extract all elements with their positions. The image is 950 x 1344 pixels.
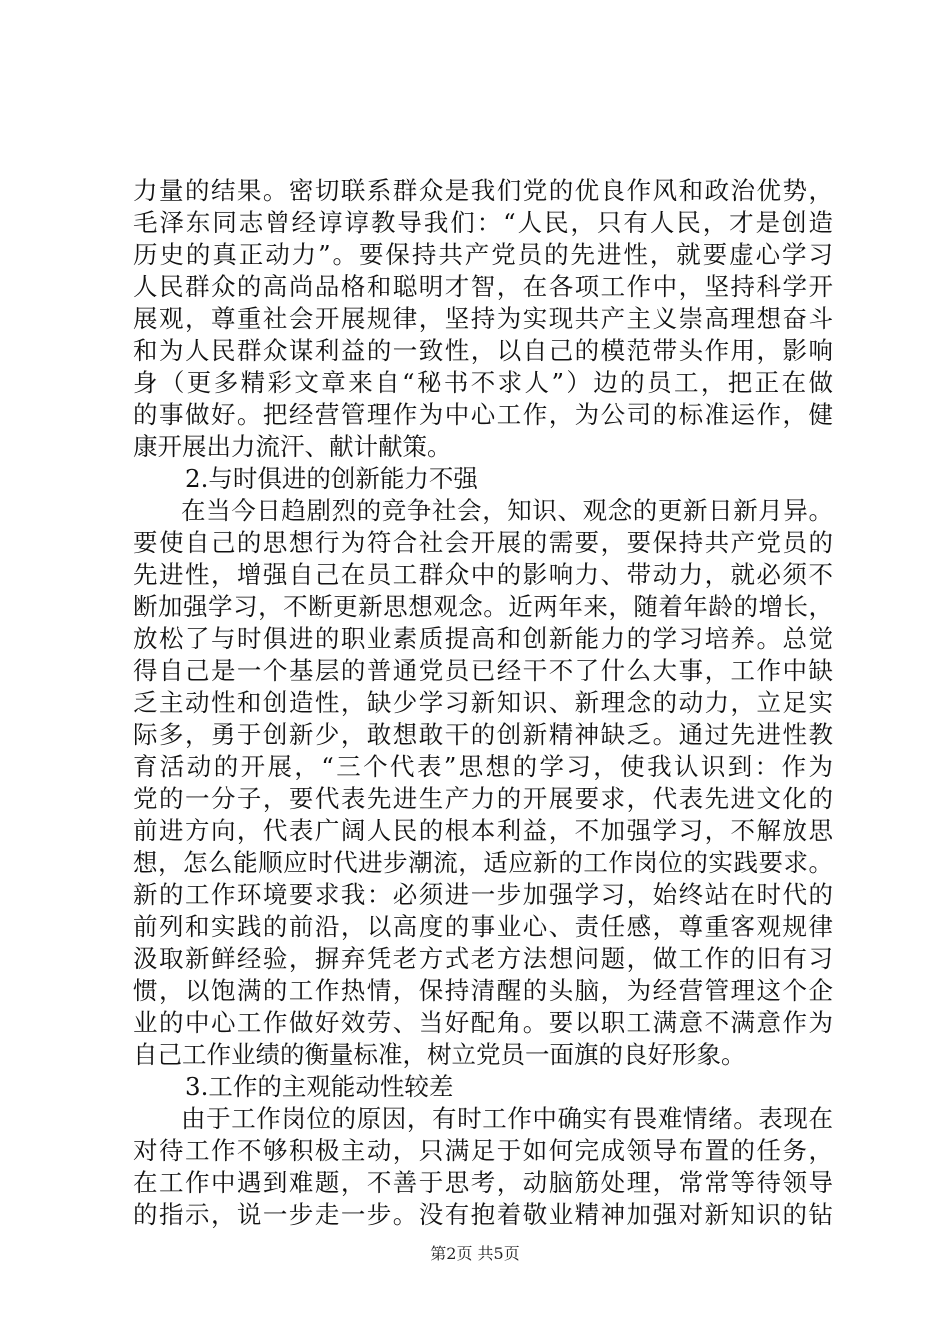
text-line: 在当今日趋剧烈的竞争社会，知识、观念的更新日新月异。 xyxy=(181,496,833,525)
text-line: 要使自己的思想行为符合社会开展的需要，要保持共产党员的 xyxy=(133,528,833,557)
text-line: 放松了与时俱进的职业素质提高和创新能力的学习培养。总觉 xyxy=(133,624,833,653)
text-line: 前进方向，代表广阔人民的根本利益，不加强学习，不解放思 xyxy=(133,816,833,845)
text-line: 的事做好。把经营管理作为中心工作，为公司的标准运作，健 xyxy=(133,400,833,429)
text-line: 汲取新鲜经验，摒弃凭老方式老方法想问题，做工作的旧有习 xyxy=(133,944,833,973)
text-line: 力量的结果。密切联系群众是我们党的优良作风和政治优势， xyxy=(133,176,833,205)
text-line: 乏主动性和创造性，缺少学习新知识、新理念的动力，立足实 xyxy=(133,688,833,717)
text-line: 身（更多精彩文章来自“秘书不求人”）边的员工，把正在做 xyxy=(133,368,833,397)
text-line: 党的一分子，要代表先进生产力的开展要求，代表先进文化的 xyxy=(133,784,833,813)
text-line: 和为人民群众谋利益的一致性，以自己的模范带头作用，影响 xyxy=(133,336,833,365)
section-heading: 2.与时俱进的创新能力不强 xyxy=(185,464,478,493)
text-line: 得自己是一个基层的普通党员已经干不了什么大事，工作中缺 xyxy=(133,656,833,685)
text-line: 的指示，说一步走一步。没有抱着敬业精神加强对新知识的钻 xyxy=(133,1200,833,1229)
text-line: 由于工作岗位的原因，有时工作中确实有畏难情绪。表现在 xyxy=(181,1104,833,1133)
text-line: 历史的真正动力”。要保持共产党员的先进性，就要虚心学习 xyxy=(133,240,833,269)
text-line: 毛泽东同志曾经谆谆教导我们：“人民，只有人民，才是创造 xyxy=(133,208,833,237)
text-line: 育活动的开展，“三个代表”思想的学习，使我认识到：作为 xyxy=(133,752,833,781)
text-line: 想，怎么能顺应时代进步潮流，适应新的工作岗位的实践要求。 xyxy=(133,848,833,877)
text-line: 对待工作不够积极主动，只满足于如何完成领导布置的任务， xyxy=(133,1136,833,1165)
page-number-footer: 第2页 共5页 xyxy=(430,1244,520,1263)
text-line: 惯，以饱满的工作热情，保持清醒的头脑，为经营管理这个企 xyxy=(133,976,833,1005)
text-line: 前列和实践的前沿，以高度的事业心、责任感，尊重客观规律 xyxy=(133,912,833,941)
text-line: 业的中心工作做好效劳、当好配角。要以职工满意不满意作为 xyxy=(133,1008,833,1037)
text-line: 新的工作环境要求我：必须进一步加强学习，始终站在时代的 xyxy=(133,880,833,909)
text-line: 人民群众的高尚品格和聪明才智，在各项工作中，坚持科学开 xyxy=(133,272,833,301)
section-heading: 3.工作的主观能动性较差 xyxy=(185,1072,454,1101)
text-line: 断加强学习，不断更新思想观念。近两年来，随着年龄的增长， xyxy=(133,592,833,621)
body-text xyxy=(133,175,833,1231)
text-line: 康开展出力流汗、献计献策。 xyxy=(133,432,452,461)
text-line: 自己工作业绩的衡量标准，树立党员一面旗的良好形象。 xyxy=(133,1040,746,1069)
text-line: 先进性，增强自己在员工群众中的影响力、带动力，就必须不 xyxy=(133,560,833,589)
text-line: 在工作中遇到难题，不善于思考，动脑筋处理，常常等待领导 xyxy=(133,1168,833,1197)
text-line: 展观，尊重社会开展规律，坚持为实现共产主义崇高理想奋斗 xyxy=(133,304,833,333)
text-line: 际多，勇于创新少，敢想敢干的创新精神缺乏。通过先进性教 xyxy=(133,720,833,749)
